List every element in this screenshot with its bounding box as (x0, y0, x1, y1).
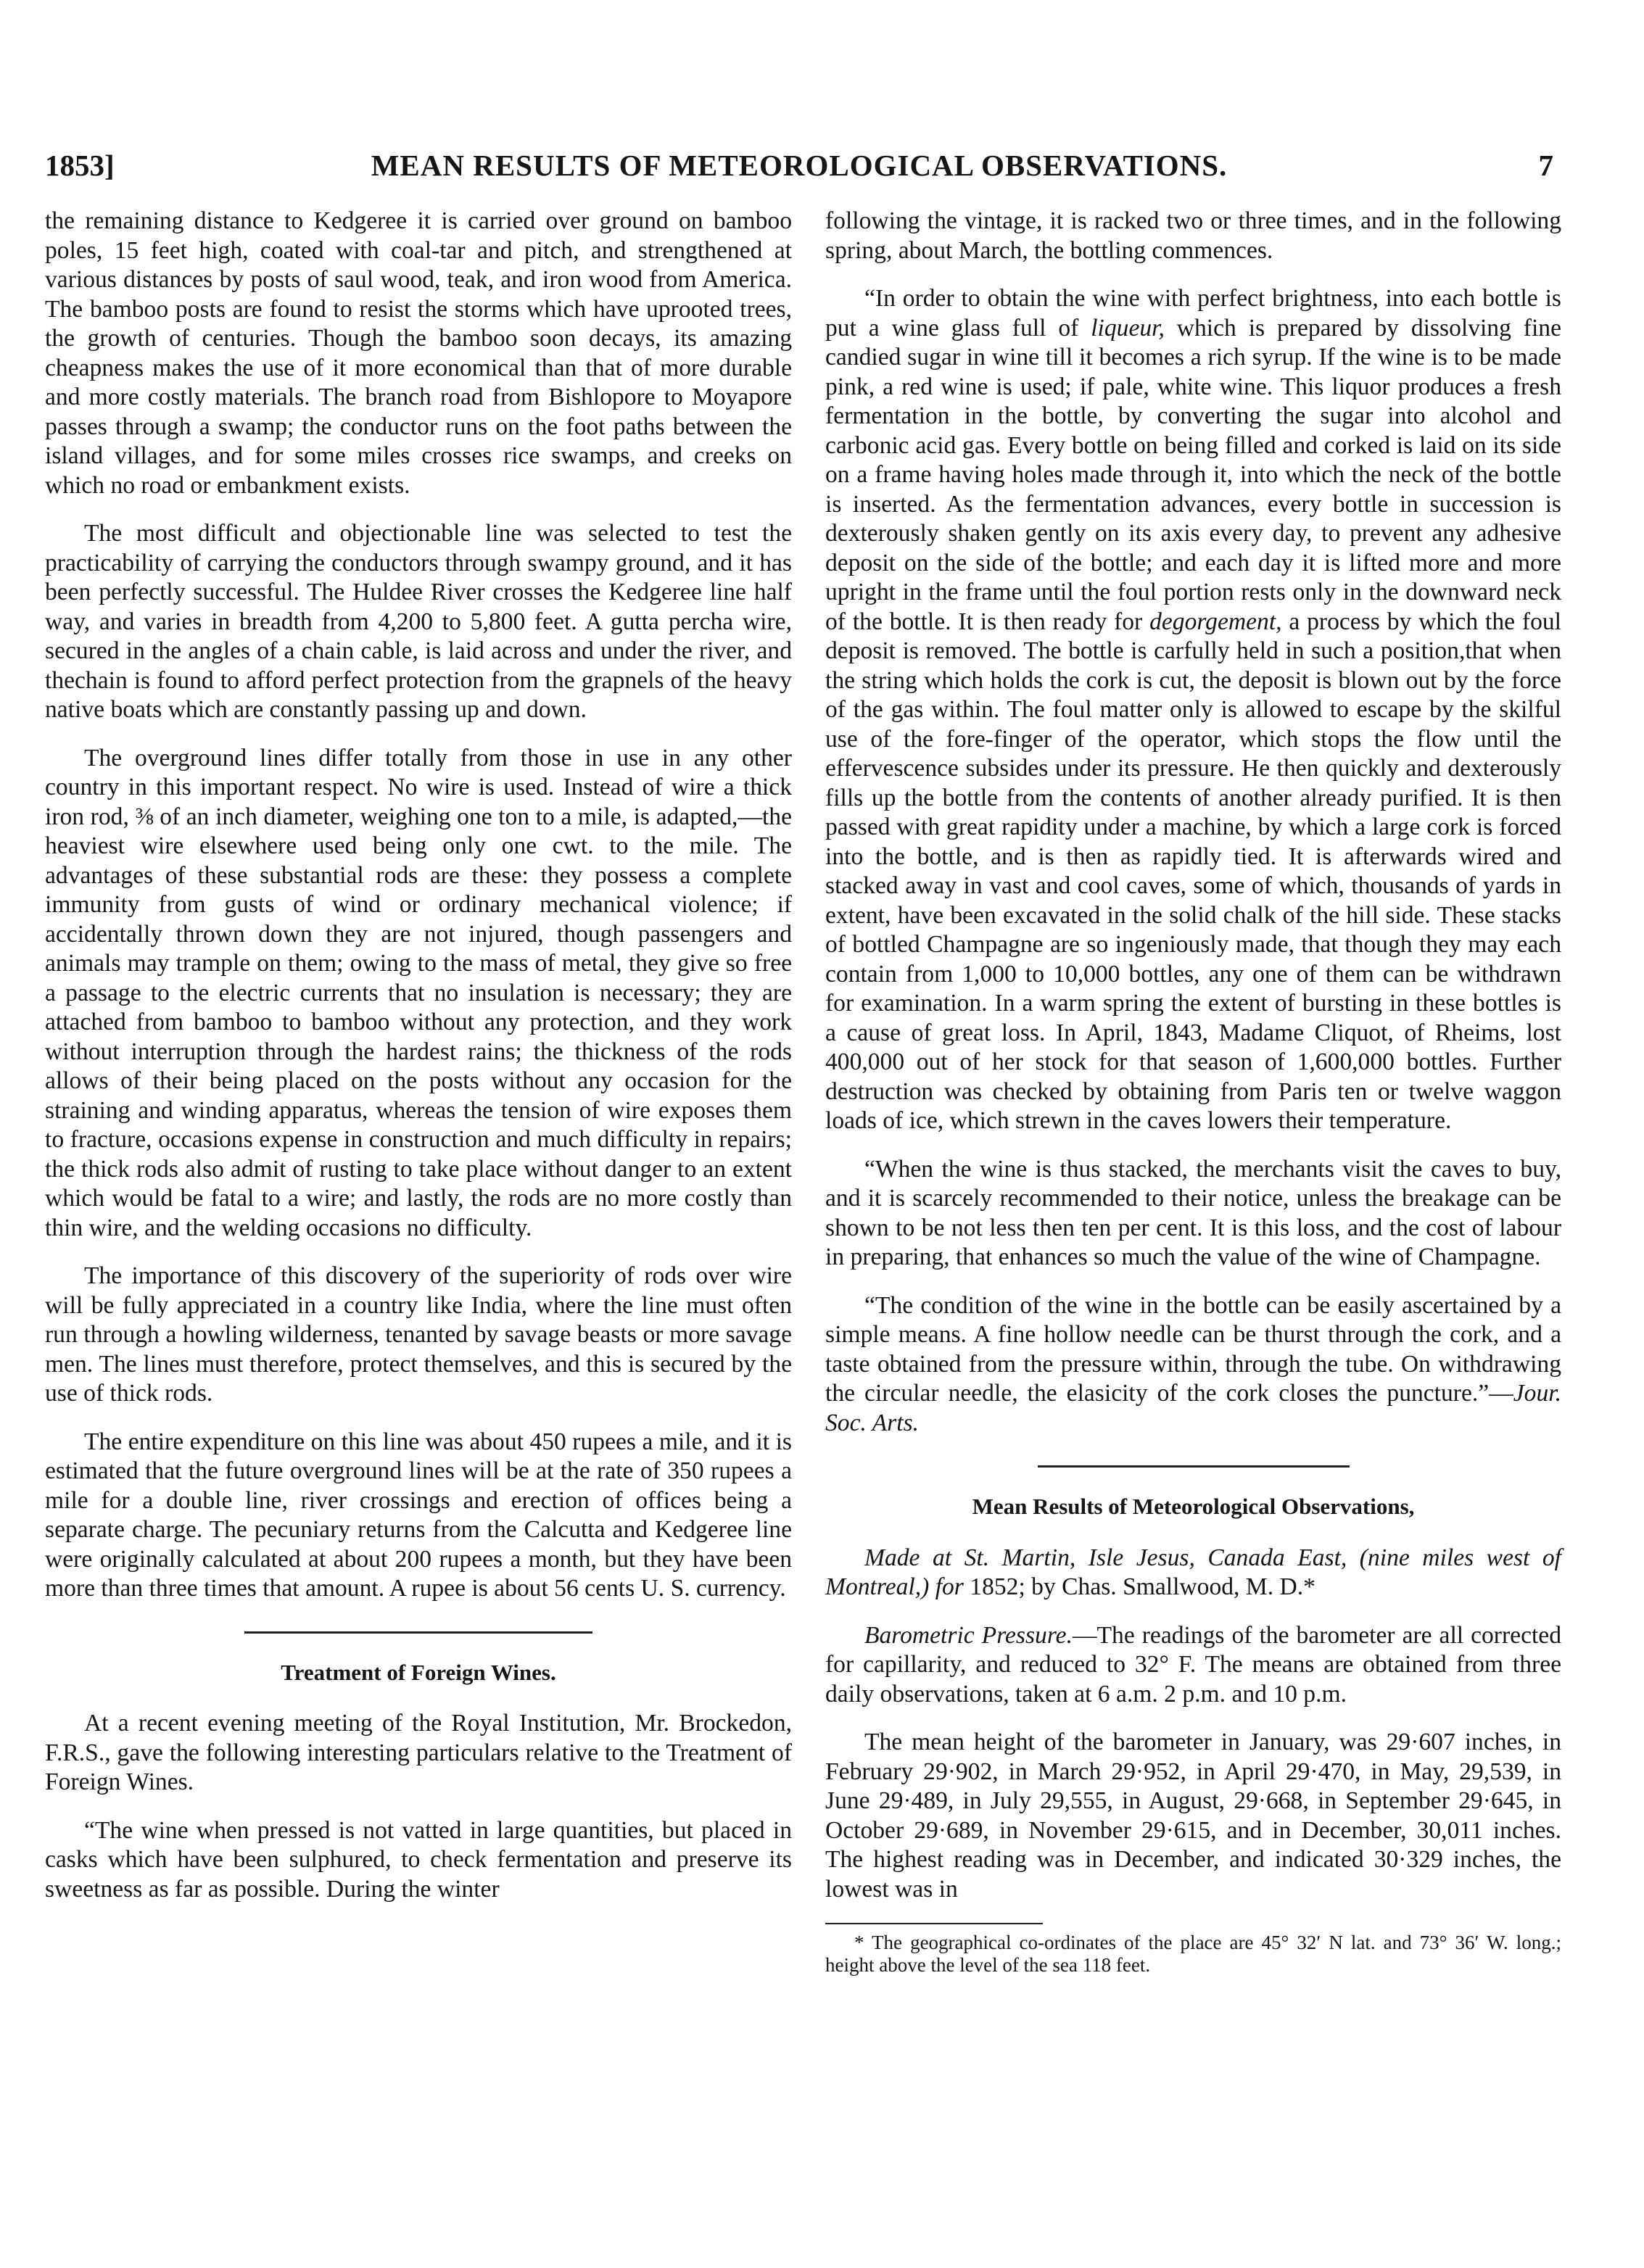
page-header (45, 148, 1553, 191)
italic-term: Barometric Pressure. (864, 1621, 1073, 1649)
text-run: —The readings of the barometer are all corrected for capillarity, and reduced to 32° F. The means are obtained from three daily observations, taken at 6 a.m. 2 p.m. and 10 p.m. (825, 1621, 1561, 1708)
text-run: “The condition of the wine in the bottle can be easily ascertained by a simple means. A fine hollow needle can be thurst through the cork, and a taste obtained from the pressure within, through the tube. On withdrawing the circular needle, the elasicity of the cork closes the puncture.”— (825, 1291, 1561, 1407)
subtitle-italic: Made at St. Martin, Isle Jesus, Canada East, (nine miles west of Montreal,) for (825, 1544, 1561, 1600)
footnote-divider (825, 1923, 1043, 1924)
section-divider (244, 1631, 592, 1634)
paragraph: The importance of this discovery of the superiority of rods over wire will be fully appreciated in a country like India, where the line must often run through a howling wilderness, tenanted by savage beasts or more savage men. The lines must therefore, protect themselves, and this is secured by the use of thick rods. (45, 1262, 792, 1407)
paragraph: The overground lines differ totally from those in use in any other country in this important respect. No wire is used. Instead of wire a thick iron rod, ⅜ of an inch diameter, weighing one ton to a mile, is adapted,—the heaviest wire elsewhere used being only one cwt. to the mile. The advantages of these substantial rods are these: they possess a complete immunity from gusts of wind or ordinary mechanical violence; if accidentally thrown down they are not injured, though passengers and animals may trample on them; owing to the mass of metal, they give so free a passage to the electric currents that no insulation is necessary; they are attached from bamboo to bamboo without any protection, and they work without interruption through the hardest rains; the thickness of the rods allows of their being placed on the posts without any occasion for the straining and winding apparatus, whereas the tension of wire exposes them to fracture, occasions expense in construction and much difficulty in repairs; the thick rods also admit of rusting to take place without danger to an extent which would be fatal to a wire; and lastly, the rods are no more costly than thin wire, and the welding occasions no difficulty. (45, 744, 792, 1241)
paragraph: “When the wine is thus stacked, the merchants visit the caves to buy, and it is scarcely recommended to their notice, unless the breakage can be shown to be not less then ten per cent. It is this loss, and the cost of labour in preparing, that enhances so much the value of the wine of Champagne. (825, 1155, 1561, 1270)
paragraph (825, 1291, 1561, 1439)
source-citation: Jour. Soc. Arts. (825, 1380, 1561, 1436)
page-number: 7 (1538, 149, 1553, 182)
paragraph (825, 1621, 1561, 1710)
paragraph: following the vintage, it is racked two or three times, and in the following spring, about March, the bottling commences. (825, 207, 1561, 264)
text-run: “In order to obtain the wine with perfect brightness, into each bottle is put a wine glass full of (825, 285, 1561, 342)
paragraph: At a recent evening meeting of the Royal Institution, Mr. Brockedon, F.R.S., gave the following interesting particulars relative to the Treatment of Foreign Wines. (45, 1710, 792, 1795)
paragraph: the remaining distance to Kedgeree it is carried over ground on bamboo poles, 15 feet high, coated with coal-tar and pitch, and strengthened at various distances by posts of saul wood, teak, and iron wood from America. The bamboo posts are found to resist the storms which have uprooted trees, the growth of centuries. Though the bamboo soon decays, its amazing cheapness makes the use of it more economical than that of more durable and more costly materials. The branch road from Bishlopore to Moyapore passes through a swamp; the conductor runs on the foot paths between the island villages, and for some miles crosses rice swamps, and creeks on which no road or embankment exists. (45, 207, 792, 499)
section-title-meteorology: Mean Results of Meteorological Observations, (972, 1494, 1415, 1519)
text-run: which is prepared by dissolving fine candied sugar in wine till it becomes a rich syrup. If the wine is to be made pink, a red wine is used; if pale, white wine. This liquor produces a fresh fermentation in the bottle, by converting the sugar into alcohol and carbonic acid gas. Every bottle on being filled and corked is laid on its side on a frame having holes made through it, into which the neck of the bottle is inserted. As the fermentation advances, every bottle in succession is dexterously shaken gently on its axis every day, to prevent any adhesive deposit on the side of the bottle; and each day it is lifted more and more upright in the frame until the foul portion rests only in the downward neck of the bottle. It is then ready for (825, 314, 1561, 635)
footnote: * The geographical co-ordinates of the place are 45° 32′ N lat. and 73° 36′ W. long.; height above the level of the sea 118 feet. (825, 1932, 1561, 1976)
paragraph: The mean height of the barometer in January, was 29·607 inches, in February 29·902, in March 29·952, in April 29·470, in May, 29,539, in June 29·489, in July 29,555, in August, 29·668, in September 29·645, in October 29·689, in November 29·615, and in December, 30,011 inches. The highest reading was in December, and indicated 30·329 inches, the lowest was in (825, 1729, 1561, 1903)
subtitle-author: 1852; by Chas. Smallwood, M. D.* (963, 1573, 1315, 1600)
paragraph: The most difficult and objectionable line was selected to test the practicability of carrying the conductors through swampy ground, and it has been perfectly successful. The Huldee River crosses the Kedgeree line half way, and varies in breadth from 4,200 to 5,800 feet. A gutta percha wire, secured in the angles of a chain cable, is laid across and under the river, and thechain is found to afford perfect protection from the grapnels of the heavy native boats which are constantly passing up and down. (45, 520, 792, 723)
text-run: a process by which the foul deposit is removed. The bottle is carfully held in such a position,that when the string which holds the cork is cut, the deposit is blown out by the force of the gas within. The foul matter only is allowed to escape by the skilful use of the fore-finger of the operator, which stops the flow until the effervescence subsides under its pressure. He then quickly and dexterously fills up the bottle from the contents of another already purified. It is then passed with great rapidity under a machine, by which a large cork is forced into the bottle, and is then as rapidly tied. It is afterwards wired and stacked away in vast and cool caves, some of which, thousands of yards in extent, have been excavated in the solid chalk of the hill side. These stacks of bottled Champagne are so ingeniously made, that though they may each contain from 1,000 to 10,000 bottles, any one of them can be withdrawn for examination. In a warm spring the extent of bursting in these bottles is a cause of great loss. In April, 1843, Madame Cliquot, of Rheims, lost 400,000 out of her stock for that season of 1,600,000 bottles. Further destruction was checked by obtaining from Paris ten or twelve waggon loads of ice, which strewn in the caves lowers their temperature. (825, 608, 1561, 1134)
running-title: MEAN RESULTS OF METEOROLOGICAL OBSERVATIONS. (371, 149, 1228, 182)
paragraph: The entire expenditure on this line was about 450 rupees a mile, and it is estimated that the future overground lines will be at the rate of 350 rupees a mile for a double line, river crossings and erection of offices being a separate charge. The pecuniary returns from the Calcutta and Kedgeree line were originally calculated at about 200 rupees a month, but they have been more than three times that amount. A rupee is about 56 cents U. S. currency. (45, 1428, 792, 1602)
right-column (825, 207, 1561, 1977)
paragraph (825, 284, 1561, 1136)
header-year: 1853] (45, 149, 115, 182)
section-divider (1038, 1465, 1350, 1468)
italic-term: liqueur, (1091, 314, 1165, 342)
left-column (45, 207, 792, 1923)
section-subtitle (825, 1544, 1561, 1602)
paragraph: “The wine when pressed is not vatted in large quantities, but placed in casks which have been sulphured, to check fermentation and preserve its sweetness as far as possible. During the winter (45, 1816, 792, 1903)
section-title-wines: Treatment of Foreign Wines. (281, 1659, 556, 1685)
italic-term: degorgement, (1149, 608, 1282, 635)
